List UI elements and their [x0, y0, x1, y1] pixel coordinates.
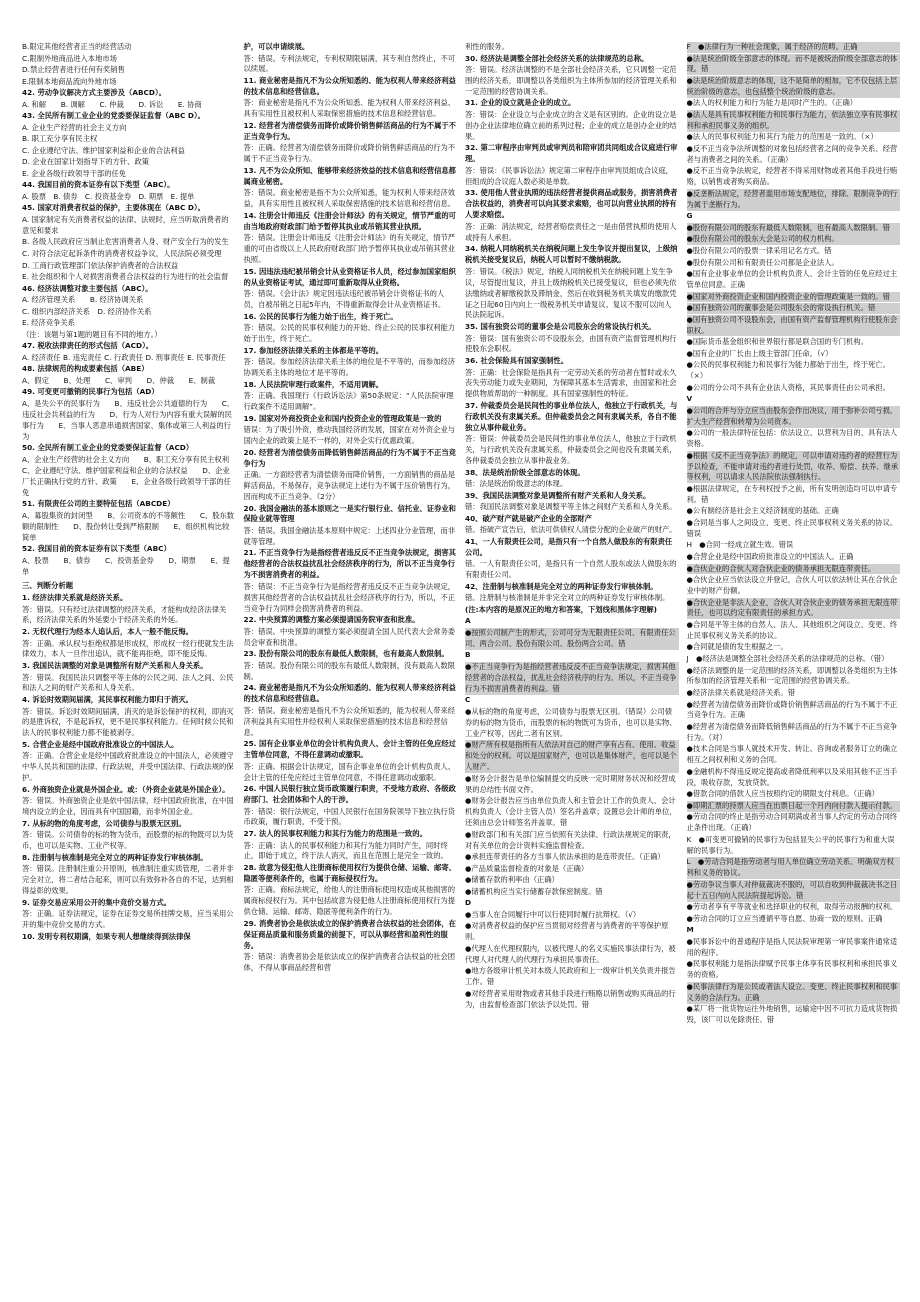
text-line: 答：错误。诉讼时效期间届满，消灭的是诉讼保护的权利，即消灭的是胜诉权，不是起诉权，更不是民事权利能力。任何时候公民和法人的民事权利能力都不能被剥夺。 — [22, 706, 234, 738]
text-line: ●公民的民事权利能力和民事行为能力都始于出生，终于死亡。（×） — [686, 360, 890, 381]
index-letter: V — [686, 394, 693, 404]
text-line: 答：错误。我国金融法基本原则中规定：上述四业分业管理，而非就等管理。 — [243, 525, 456, 546]
text-line: E. 经济竞争关系 — [22, 318, 76, 328]
text-line: E. 社会组织和个人对损害消费者合法权益的行为进行的社会监督 — [22, 272, 229, 282]
question-text: 25. 国有企业事业单位的会计机构负责人、会计主管的任免应经过主管单位同意，不得任意调动或撤职。 — [243, 739, 456, 760]
text-line: E.限制本地商品流向外地市场 — [22, 76, 117, 86]
question-text: 51. 有限责任公司的主要特征包括（ABCDE） — [22, 499, 175, 509]
index-letter: B — [465, 650, 471, 660]
question-text: (注:本内容的是原况正的地方和答案，下划线和黑体字理解) — [465, 604, 658, 614]
text-line: 答：错误。《会计法》规定因违法违纪被吊销会计资格证书的人员，自被吊销之日起5年内，不得重新取得会计从业资格证书。 — [243, 289, 446, 310]
text-line: ●国家对外商投资企业和国内投资企业的管理政策是一致的。错 — [687, 292, 901, 303]
text-line: ●公司的分公司不具有企业法人资格，其民事责任由公司承担。 — [686, 382, 890, 392]
text-line: ●法是统治阶级意志的体现，这不是简单的相加，它不仅包括上层统治阶级的意志，也包括整个统治阶级的意志。 — [687, 76, 901, 98]
text-line: 答：错误。注册会计师违反《注册会计师法》的有关规定，情节严重的可由省级以上人民政府财政部门给予暂停其执业或吊销其营业执照。 — [243, 233, 456, 265]
question-text: 21. 不正当竞争行为是指经营者违反反不正当竞争法规定，损害其他经营者的合法权益扰乱社会经济秩序的行为，所以不正当竞争行为不损害消费者的利益。 — [243, 548, 456, 580]
column-2 — [244, 42, 458, 1292]
question-text: 11. 商业秘密是指凡不为公众所知悉的、能为权利人带来经济利益的技术信息和经营信息。 — [243, 76, 456, 96]
text-line: ●即期汇票的持票人应当在出票日起一个月内向付款人提示付款。 — [687, 801, 901, 812]
text-line: A. 国家制定有关消费者权益的法律、法规时，应当听取消费者的意见和要求 — [22, 214, 229, 235]
text-line: 错。指破产宣告后，依法可供债权人清偿分配的企业破产的财产。 — [465, 525, 677, 535]
text-line: ●产品质量监督检查的对象是（正确） — [465, 863, 589, 873]
index-letter: G — [686, 211, 693, 221]
text-line: 答：错误。公司债券的标的物为货币，而股票的标的物既可以为货币，也可以是实物、工业产权等。 — [22, 830, 234, 851]
text-line: A、股票 B、债券 C、投资基金券 D、期票 E、提单 — [22, 555, 230, 576]
text-line: A. 经济管理关系 B. 经济协调关系 — [22, 295, 144, 305]
text-line: 答：错误。参加经济法律关系主体的地位是不平等的，而参加经济协调关系主体的地位才是平等的。 — [243, 357, 456, 378]
text-line: 答：错误。我国民法只调整平等主体的公民之间、法人之间、公民和法人之间的财产关系和人身关系。 — [22, 672, 234, 693]
question-text: 10. 发明专利权期满，如果专利人想继续得到法律保 — [22, 931, 191, 941]
text-line: ●储蓄存款的利率由（正确） — [465, 875, 559, 885]
question-text: 43. 全民所有制工业企业的党委要保证监督（ABC D）。 — [22, 111, 205, 121]
text-line: ●借款合同的借款人应当按照约定的期限支付利息。（正确） — [686, 789, 879, 799]
text-line: ●劳动者享有平等就业和选择职业的权利，取得劳动报酬的权利。 — [686, 902, 898, 912]
question-text: 47. 税收法律责任的形式包括（ACD）。 — [22, 341, 154, 351]
text-line: A、企业生产经营的社会主义方向 B、职工充分享有民主权利 C、企业遵纪守法、维护国家利益和企业的合法权益 D、企业厂长正确执行党的方针、政策 E、企业各级行政领导干部的任免 — [22, 454, 244, 497]
text-line: ●合营企业是经中国政府批准设立的中国法人。正确 — [686, 552, 854, 561]
question-text: 37. 仲裁委员会是民间性的事业单位法人，他独立于行政机关，与行政机关没有隶属关系。但仲裁委员会之间有隶属关系，各自不能独立从事仲裁业务。 — [465, 400, 678, 432]
text-line: 答：错误：银行法规定，中国人民银行在国务院领导下独立执行货币政策，履行职责，不受干预。 — [243, 806, 456, 827]
text-line: 答：错误。专利法规定，专利权期限届满，其专利自然终止，不可以续展。 — [243, 53, 456, 74]
question-text: 28. 故意为侵犯他人注册商标使用权行为提供仓储、运输、邮寄、隐匿等便利条件的，也属于商标侵权行为。 — [243, 863, 456, 883]
text-line: ●储蓄机构应当实行储蓄存款保密制度。错 — [465, 886, 603, 896]
text-line: ●技术合同是当事人就技术开发、转让、咨询或者服务订立的确立相互之间权利和义务的合同。 — [686, 744, 898, 765]
question-text: 30. 经济法是调整全部社会经济关系的法律规范的总称。 — [465, 53, 649, 63]
question-text: 20. 我国金融法的基本原则之一是实行银行业、信托业、证券业和保险业就等管理 — [243, 503, 456, 524]
text-line: 正确。一方面经营者为清偿债务而降价销售，一方面销售的商品是鲜活商品，不易保存，竞争法规定上述行为不属于压价销售行为，因而构成不正当竞争。（2分） — [243, 470, 456, 501]
text-line: ●劳动合同的终止是指劳动合同期满或者当事人约定的劳动合同终止条件出现。（正确） — [686, 812, 898, 833]
text-line: D. 工商行政管理部门依法保护消费者的合法权益 — [22, 260, 179, 270]
question-text: 35. 国有独资公司的董事会是公司股东会的常设执行机关。 — [465, 321, 656, 331]
text-line: H ●合同一经成立就生效。错误 — [686, 540, 794, 550]
question-text: 6. 外商独资企业就是外国企业。或：（外资企业就是外国企业）。 — [22, 784, 230, 794]
question-text: 49. 可变更可撤销的民事行为包括（AD） — [22, 387, 159, 397]
text-line: 错：法是统治阶级意志的体现。 — [465, 479, 568, 489]
text-line: A. 企业生产经营的社会主义方向 — [22, 122, 127, 132]
question-text: 31. 企业的设立就是企业的成立。 — [465, 98, 576, 108]
text-line: 答：错误。外商独资企业是依中国法律，经中国政府批准，在中国境内设立的企业，因而具有中国国籍，而非外国企业。 — [22, 796, 234, 817]
text-line: D.禁止经营者进行任何有奖销售 — [22, 65, 125, 75]
text-line: ●民事法律行为是公民或者法人设立、变更、终止民事权利和民事义务的合法行为。正确 — [687, 982, 901, 1004]
text-line: ●财务会计报告是单位编制提交的反映一定时期财务状况和经营成果的总结性书面文件。 — [465, 773, 676, 794]
text-line: ●对消费者权益的保护应当贯彻对经营者与消费者的平等保护原则。 — [465, 921, 669, 942]
text-line: B.限定其他经营者正当的经营活动 — [22, 42, 132, 51]
text-line: C. 组织内部经济关系 D. 经济协作关系 — [22, 306, 152, 316]
text-line: 答：正确：社会保险是指具有一定劳动关系的劳动者在暂时或永久丧失劳动能力或失业期间，为保障其基本生活需求，由国家和社会提供物质帮助的一种制度。具有国家强制性的特征。 — [465, 367, 677, 399]
text-line: ●反不正当竞争法所调整的对象包括经营者之间的竞争关系、经营者与消费者之间的关系。（正确） — [686, 144, 898, 164]
text-line: 答：错误：消费者协会是依法成立的保护消费者合法权益的社会团体，不得从事商品经营和营 — [243, 952, 456, 973]
text-line: ●代理人在代理权限内，以被代理人的名义实施民事法律行为，被代理人对代理人的代理行为承担民事责任。 — [465, 943, 676, 964]
text-line: 错：我国民法调整对象是调整平等主体之间财产关系和人身关系。 — [465, 502, 677, 512]
text-line: ●法人的权利能力和行为能力是同时产生的。（正确） — [686, 98, 858, 108]
question-text: 15. 因违法违纪被吊销会计从业资格证书人员，经过参加国家组织的从业资格证考试，通过即可重新取得从业资格。 — [243, 266, 456, 287]
index-letter: M — [686, 925, 694, 935]
text-line: ●按照公司制产生的形式，公司可分为无限责任公司、有限责任公司、两合公司、股份有限公司、股份两合公司。错 — [465, 628, 679, 650]
question-text: 44. 我国目前的资本证券有以下类型（ABC）。 — [22, 180, 175, 190]
text-line: ●合伙企业应当依法设立并登记，合伙人可以依法转让其在合伙企业中的财产份额。 — [686, 575, 898, 595]
index-letter: C — [465, 695, 471, 705]
question-text: 3. 我国民法调整的对象是调整所有财产关系和人身关系。 — [22, 660, 208, 670]
text-line: 答：错误：企业设立与企业成立的含义是有区别的。企业的设立是创办企业法律地位确立前的系列过程；企业的成立是创办企业的结果。 — [465, 110, 677, 141]
text-line: ●当事人在合同履行中可以行使同时履行抗辩权。（√） — [465, 909, 641, 919]
text-line: ●合同是平等主体的自然人、法人、其他组织之间设立、变更、终止民事权利义务关系的协议。 — [686, 620, 898, 640]
column-1 — [22, 42, 244, 1292]
text-line: 答：正确。我国现行《行政诉讼法》第50条规定：“人民法院审理行政案件不适用调解”。 — [243, 391, 454, 412]
text-line: ●合伙企业的合伙人对合伙企业的债务承担无限连带责任。 — [687, 564, 901, 575]
question-text: 19. 国家对外商投资企业和国内投资企业的管理政策是一致的 — [243, 413, 442, 423]
text-line: ●法人是具有民事权利能力和民事行为能力，依法独立享有民事权利和承担民事义务的组织。 — [687, 110, 901, 132]
question-text: 46. 经济法调整对象主要包括（ABC）。 — [22, 283, 153, 293]
question-text: 27. 法人的民事权利能力和其行为能力的范围是一致的。 — [243, 829, 427, 838]
question-text: 42. 劳动争议解决方式主要涉及（ABCD）。 — [22, 88, 166, 98]
text-line: 答：错误：仲裁委员会是民间性的事业单位法人，他独立于行政机关，与行政机关没有隶属关系，仲裁委员会之间也没有隶属关系，各仲裁委员会独立从事仲裁业务。 — [465, 434, 677, 466]
text-line: ●劳动争议当事人对仲裁裁决不服的，可以自收到仲裁裁决书之日起十五日内向人民法院提起诉讼。错 — [687, 880, 901, 902]
text-line: ●公司的合并与分立应当由股东会作出决议，用于弥补公司亏损、扩大生产经营和转增为公司资本。 — [687, 406, 901, 428]
text-line: 错。注册制与核准制是并非完全对立的两种证券发行审核体制。 — [465, 593, 670, 603]
text-line: ●某厂将一批货物运往外地销售，运输途中因不可抗力造成货物损毁，该厂可以免除责任。错 — [686, 1004, 898, 1025]
text-line: 答：正确。证券法规定，证券在证券交易所挂牌交易，应当采用公开的集中竞价交易的方式。 — [22, 909, 234, 930]
question-text: 26. 中国人民银行独立货币政策履行职责，不受地方政府、各级政府部门、社会团体和个人的干涉。 — [243, 784, 456, 804]
text-line: L ●劳动合同是指劳动者与用人单位确立劳动关系、明确双方权利和义务的协议。 — [687, 857, 901, 879]
text-line: A、是失公平的民事行为 B、违反社会公共道德的行为 C、违反社会共利益的行为 D、行为人对行为内容有重大误解的民事行为 E、当事人恶意串通损害国家、集体或第三人利益的行为 — [22, 398, 235, 441]
text-line: （注：该题与第1题的题目有不同的地方。） — [22, 329, 162, 339]
text-line: 答：正确。承认权与拒绝权都是形成权，形成权一经行使就发生法律效力，本人一旦作出追认，就不能再拒绝，即不能反悔。 — [22, 638, 234, 659]
text-line: ●法人的民事权利能力和其行为能力的范围是一致的。（×） — [686, 132, 878, 142]
question-text: 17. 参加经济法律关系的主体都是平等的。 — [243, 345, 384, 355]
question-text: 52. 我国目前的资本证券有以下类型（ABC） — [22, 544, 171, 554]
question-text: 7. 从标的物的角度考虑，公司债券与股票无区别。 — [22, 818, 186, 828]
question-text: 2. 无权代理行为经本人追认后，本人一般不能反悔。 — [22, 626, 193, 636]
text-line: K ●可变更可撤销的民事行为包括显失公平的民事行为和重大误解的民事行为。 — [686, 834, 895, 855]
text-line: 答：错误。注册制注重公开原则，核准制注重实质管理，二者并非完全对立，将二者结合起来，则可以有效弥补各自的不足，达到相得益彰的效果。 — [22, 864, 234, 896]
text-line: ●国有独资公司的董事会是公司股东会的常设执行机关。错 — [687, 303, 901, 314]
text-line: D. 企业在国家计划指导下的方针、政策 — [22, 157, 150, 167]
question-text: 20. 经营者为清偿债务而降低销售鲜活商品的行为不属于不正当竞争行为 — [243, 447, 456, 468]
text-line: ●财政部门和有关部门应当依照有关法律、行政法规规定的职责，对有关单位的会计资料实施监督检查。 — [465, 829, 676, 850]
text-line: 答：正确：法人的民事权利能力和其行为能力同时产生，同时终止，即始于成立，终于法人消灭，而且在范围上是完全一致的。 — [243, 840, 448, 861]
text-line: ●公有制经济是社会主义经济制度的基础。正确 — [686, 506, 839, 516]
text-line: ●不正当竞争行为是指经营者违反反不正当竞争法规定，损害其他经营者的合法权益，扰乱社会经济秩序的行为。所以，不正当竞争行为不损害消费者的利益。错 — [465, 661, 677, 693]
text-line: ●经济法调整的是一定范围的经济关系，即调整以各类组织为主体所参加的经济管理关系和一定范围的经营协调关系。 — [686, 665, 898, 686]
question-text: 38、法是统治阶级全部意志的体现。 — [465, 467, 585, 477]
text-line: C.限制外地商品进入本地市场 — [22, 53, 117, 63]
question-text: 22. 中央预算的调整方案必须提请国务院审查和批准。 — [243, 615, 420, 625]
text-line: ●根据法律规定，在专利权授予之前，所有发明创造均可以申请专利。错 — [686, 484, 898, 504]
text-line: ●根据《反不正当竞争法》的规定，可以申请对违约者的经营行为予以检查，不能申请对违约者进行处罚，收养、赔偿、扶养、继承等权利，可以请求人民法院依法强制执行。 — [686, 450, 899, 482]
text-line: ●承担连带责任的各方当事人依法承担的是连带责任。（正确） — [465, 852, 665, 862]
question-text: 45. 国家对消费者权益的保护，主要体现在（ABC D）。 — [22, 203, 205, 213]
text-line: B. 各级人民政府应当制止危害消费者人身、财产安全行为的发生 — [22, 237, 229, 247]
text-line: ●经营者为清偿债务而降低销售鲜活商品的行为不属于不正当竞争行为。（对） — [686, 722, 898, 742]
question-text: 1. 经济法律关系就是经济关系。 — [22, 592, 128, 602]
question-text: 12. 经营者为清偿债务而降价或降价销售鲜活商品的行为不属于不正当竞争行为。 — [243, 120, 456, 141]
text-line: ●民事权利能力是指法律赋予民事主体享有民事权利和承担民事义务的资格。 — [686, 959, 898, 980]
text-line: ●财产所有权是指所有人依法对自己的财产享有占有、使用、收益和处分的权利。可以是国家财产，也可以是集体财产，也可以是个人财产。 — [465, 740, 677, 772]
question-text: 33. 使用他人营业执照的违法经营者提供商品或服务，损害消费者合法权益的，消费者可以向其要求索赔，也可以向营业执照的持有人要求赔偿。 — [465, 188, 678, 220]
text-line: A、假定 B、处理 C、审判 D、仲裁 E、制裁 — [22, 375, 216, 385]
text-line: ●国有企业事业单位的会计机构负责人、会计主管的任免应经过主管单位同意。正确 — [686, 269, 898, 289]
text-line: 答：错误。股份有限公司的股东有最低人数限制，没有最高人数限制。 — [243, 660, 456, 681]
text-line: ●股份有限公司的股票一律采用记名方式。错 — [686, 246, 832, 255]
text-line: 错误：为了吸引外资，推动我国经济的发展，国家在对外资企业与国内企业的政策上是不一样的，对外企实行优惠政策。 — [243, 425, 456, 446]
text-line: 答：错误：《民事诉讼法》规定第二审程序由审判员组成合议庭，但组成的合议庭人数必须是单数。 — [465, 165, 673, 186]
text-line: 答：错误。经济法调整的不是全部社会经济关系，它只调整一定范围的经济关系，即调整以各类组织为主体所参加的经济管理关系和一定范围的经营协调关系。 — [465, 65, 677, 96]
text-line: ●从标的物的角度考虑，公司债券与股票无区别。（错误）公司债券的标的物为货币，而股票的标的物既可为货币，也可以是实物、工业产权等，因此二者有区别。 — [465, 706, 677, 738]
text-line: 答：正确。经营者为清偿债务而降价或降价销售鲜活商品的行为不属于不正当竞争行为。 — [243, 143, 456, 164]
question-text: 5. 合营企业是经中国政府批准设立的中国法人。 — [22, 739, 179, 749]
text-line: 答：错误。商业秘密是指不为公众所知悉，能为权利人带来经济效益，具有实用性且被权利人采取保密措施的技术信息和经营信息。 — [243, 188, 456, 209]
text-line: ●经营者为清偿债务而降价或降价销售鲜活商品的行为不属于不正当竞争行为。正确 — [686, 699, 898, 720]
text-line: 答：错误：不正当竞争行为是指经营者违反反不正当竞争法规定，损害其他经营者的合法权益扰乱社会经济秩序的行为，所以，不正当竞争行为同样会损害消费者的利益。 — [243, 581, 456, 613]
question-text: 24. 商业秘密是指凡不为公众所知悉的、能为权利人带来经济利益的技术信息和经营信息。 — [243, 683, 456, 704]
text-columns — [22, 42, 900, 1292]
text-line: 答：错误。中央预算的调整方案必须提请全国人民代表大会常务委员会审查和批准。 — [243, 626, 456, 647]
text-line: ●国际货币基金组织和世界银行都是联合国的专门机构。 — [686, 337, 868, 347]
text-line: ●地方各级审计机关对本级人民政府和上一级审计机关负责并报告工作。错 — [465, 966, 676, 987]
text-line: ●金融机构不得违反规定提高或者降低利率以及采用其他不正当手段，吸收存款，发放贷款。 — [686, 766, 898, 787]
text-line: E. 企业各级行政领导干部的任免 — [22, 168, 127, 178]
text-line: A. 经济责任 B. 违宪责任 C. 行政责任 D. 刑事责任 E. 民事责任 — [22, 352, 226, 362]
text-line: J ●经济法是调整全部社会经济关系的法律规范的总称。（错） — [686, 654, 889, 663]
question-text: 29. 消费者协会是依法成立的保护消费者合法权益的社会团体，在保证商品质量和服务质量的前提下，可以从事经营和盈利性的服务。 — [243, 918, 456, 950]
text-line: ●公司的一般法律特征包括：依法设立、以营利为目的、具有法人资格。 — [686, 428, 898, 449]
question-text: 23. 股份有限公司的股东有最低人数限制，也有最高人数限制。 — [243, 649, 449, 659]
question-text: 8. 注册制与核准制是完全对立的两种证券发行审核体制。 — [22, 852, 208, 862]
question-text: 16. 公民的民事行为能力始于出生，终于死亡。 — [243, 311, 398, 321]
text-line: ●合同就是债的发生根据之一。 — [686, 642, 788, 652]
text-line: 答：正确：消法规定，经营者赔偿责任之一是由借营执照的使用人或持有人承担。 — [465, 221, 677, 242]
text-line: 答：错误。《税法》规定，纳税人同纳税机关在纳税问题上发生争议，尽管提出复议，并且上级纳税机关已接受复议，但也必须先依法缴纳或者解缴税款及滞纳金，然后在收到税务机关填发的缴款凭证之日起60日内向上一级税务机关申请复议。复议不服可以向人民法院起诉。 — [465, 266, 677, 320]
text-line: C. 企业遵纪守法、维护国家利益和企业的合法利益 — [22, 145, 185, 155]
question-text: 41、一人有限责任公司，是指只有一个自然人做股东的有限责任公司。 — [465, 536, 673, 557]
question-text: 18. 人民法院审理行政案件，不适用调解。 — [243, 379, 384, 389]
text-line: 答：错误。公民的民事权利能力的开始、终止公民的民事权利能力始于出生，终于死亡。 — [243, 323, 456, 344]
question-text: 39、我国民法调整对象是调整所有财产关系和人身关系。 — [465, 490, 651, 500]
text-line: ●法是统治阶级全部意志的体现。而不是被统治阶级全部意志的体现。错 — [687, 54, 901, 76]
text-line: ●经济法律关系就是经济关系。错 — [686, 688, 796, 697]
text-line: 答：正确。合营企业是经中国政府批准设立的中国法人，必须遵守中华人民共和国的法律、行政法规，并受中国法律、行政法规的保护。 — [22, 751, 234, 783]
text-line: 答：商业秘密是指凡不为公众所知悉、能为权利人带来经济利益、具有实用性且被权利人采取保密措施的技术信息和经营信息。 — [243, 98, 456, 119]
question-text: 40、破产财产就是破产企业的全部财产 — [465, 513, 592, 523]
text-line: ●合伙企业是非法人企业，合伙人对合伙企业的债务承担无限连带责任，也可以约定有限责任的承担方式。 — [687, 598, 901, 620]
text-line: ●民事诉讼中的普通程序是指人民法院审理第一审民事案件通常适用的程序。 — [686, 936, 898, 957]
question-text: 4. 诉讼时效期间届满，其民事权利能力即归于消灭。 — [22, 694, 193, 704]
question-text: 50. 全民所有制工业企业的党委要保证监督（ACD） — [22, 443, 194, 453]
text-line: ●合同是当事人之间设立、变更、终止民事权利义务关系的协议。错误 — [686, 518, 898, 538]
question-text: 9. 证券交易应采用公开的集中竞价交易方式。 — [22, 897, 172, 907]
column-3 — [465, 42, 679, 1292]
text-line: A. 股票 B. 债券 C. 投资基金券 D. 期票 E. 提单 — [22, 191, 195, 201]
text-line: A. 和解 B. 调解 C. 仲裁 D. 诉讼 E. 协商 — [22, 99, 202, 109]
text-line: 答：正确。商标法规定，给他人的注册商标使用权造成其他损害的属商标侵权行为。其中包括故意为侵犯他人注册商标使用权行为提供仓储、运输、邮寄、隐匿等便利条件的行为。 — [243, 885, 456, 917]
text-line: ●对经营者采用财物或者其他手段进行贿赂以销售或购买商品的行为，由监督检查部门依法予以处罚。错 — [465, 988, 676, 1009]
question-text: 34. 纳税人同纳税机关在纳税问题上发生争议并提出复议，上级纳税机关接受复议后，纳税人可以暂时不缴纳税款。 — [465, 244, 678, 265]
index-letter: D — [465, 898, 472, 908]
text-line: 错。一人有限责任公司，是指只有一个自然人股东或法人做股东的有限责任公司。 — [465, 559, 677, 580]
text-line: ●股份有限公司和有限责任公司都是企业法人。 — [686, 257, 839, 267]
text-line: 答：错误：国有独资公司不设股东会，由国有资产监督管理机构行使股东会职权。 — [465, 333, 677, 354]
question-text: 13. 凡不为公众所知、能够带来经济效益的技术信息和经营信息都属商业秘密。 — [243, 165, 456, 186]
question-text: 32. 第二审程序由审判员或审判员和陪审团共同组成合议庭进行审理。 — [465, 143, 678, 164]
text-line: A、募股集资的封闭型 B、公司资本的不等额性 C、股东数额的限制性 D、股份转让受到严格限制 E、组织机构比较简单 — [22, 510, 235, 542]
text-line: B. 职工充分享有民主权 — [22, 134, 98, 144]
question-text: 护，可以申请续展。 — [243, 42, 310, 51]
text-line: ●国有企业的厂长由上级主管部门任命。（√） — [686, 348, 833, 358]
text-line: ●劳动合同的订立应当遵循平等自愿、协商一致的原则。正确 — [686, 913, 883, 923]
question-text: 42、注册制与核准制是完全对立的两种证券发行审核体制。 — [465, 581, 658, 591]
text-line: F ●法律行为一种社会现象，属于经济的范畴。正确 — [687, 42, 901, 53]
text-line: C. 对符合法定起诉条件的消费者权益争议，人民法院必须受理 — [22, 248, 222, 258]
section-heading: 三、判断分析题 — [22, 581, 74, 591]
text-line: ●国有独资公司不设股东会，由国有资产监督管理机构行使股东会职权。 — [687, 315, 901, 337]
index-letter: A — [465, 616, 471, 626]
question-text: 14. 注册会计师违反《注册会计师法》的有关规定，情节严重的可由当地政府财政部门给予暂停其执业或吊销其营业执照。 — [243, 210, 456, 231]
text-line: ●股份有限公司的股东有最低人数限制，也有最高人数限制。错 — [687, 223, 901, 234]
text-line: ●股份有限公司的股东大会是公司的权力机构。 — [687, 234, 901, 245]
text-line: ●财务会计报告应当由单位负责人和主管会计工作的负责人、会计机构负责人（会计主管人员）签名并盖章；设置总会计师的单位，还须由总会计师签名并盖章。错 — [465, 796, 677, 828]
text-line: ●反垄断法规定，经营者滥用市场支配地位，排除、限制竞争的行为属于垄断行为。 — [687, 189, 901, 211]
question-text: 48. 法律规范的构成要素包括（ABE） — [22, 364, 149, 374]
text-line: 答：错误。商业秘密是指凡不为公众所知悉的，能为权利人带来经济利益具有实用性并经权利人采取保密措施的技术信息和经营信息。 — [243, 705, 456, 737]
question-text: 36. 社会保险具有国家强制性。 — [465, 355, 569, 365]
text-line: 答：错误。只有经过法律调整的经济关系，才能构成经济法律关系，经济法律关系的外延要小于经济关系的外延。 — [22, 604, 227, 625]
text-line: ●反不正当竞争法规定，经营者不得采用财物或者其他手段进行贿赂，以销售或者购买商品。 — [686, 166, 898, 187]
column-4 — [687, 42, 901, 1292]
text-line: 答：正确。根据会计法规定，国有企事业单位的会计机构负责人、会计主管的任免应经过主管单位同意，不得任意调动或撤职。 — [243, 761, 456, 782]
text-line: 利性的服务。 — [465, 42, 509, 51]
